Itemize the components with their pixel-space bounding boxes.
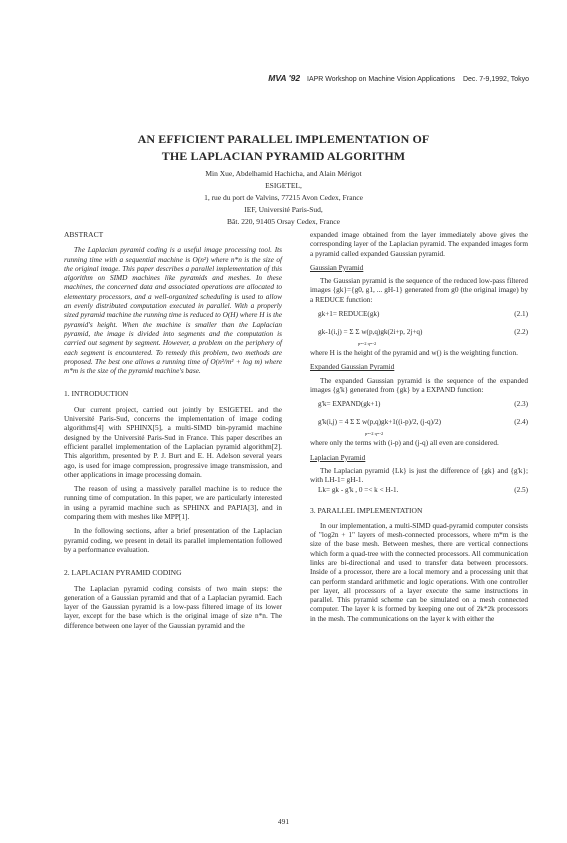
venue-label: MVA '92 (268, 73, 301, 83)
equation-2-3 (310, 398, 528, 412)
equation-number: (2.3) (514, 400, 528, 409)
equation-2-5 (310, 484, 528, 498)
abstract-text: The Laplacian pyramid coding is a useful image processing tool. Its running time with a sequential machine is O(n²) where n*n is the size of the original image. This paper describes a parallel implementation of this algorithm on SIMD machines like pyramids and meshes. In these machines, the concerned data and associated operations are allocated to elementary processors, and a well-organized scheduling is used to allow an evenly distributed computation executed in parallel. With a properly sized pyramid machine the running time is reduced to O(H) where H is the pyramid's height. When the machine is smaller than the Laplacian pyramid, the image is divided into segments and the computation is carried out segment by segment. However, a problem on the periphery of each segment is encountered. To remedy this problem, two methods are proposed. The best one allows a running time of O(n²/m² + log m) where m*m is the size of the pyramid machine's base. (64, 245, 282, 376)
equation-text: gk+1= REDUCE(gk) (318, 310, 380, 319)
expanded-subheading: Expanded Gaussian Pyramid (310, 362, 395, 372)
affiliation-line: IEF, Université Paris-Sud, (244, 205, 323, 214)
equation-number: (2.2) (514, 328, 528, 337)
affiliation-line: Bât. 220, 91405 Orsay Cedex, France (227, 217, 340, 226)
body-paragraph: The Gaussian pyramid is the sequence of the reduced low-pass filtered images {gk}={g0, g1, ... gH-1} generated from g0 (the original image) by a REDUCE function: (310, 276, 528, 304)
intro-paragraph: The reason of using a massively parallel machine is to reduce the running time of computation. In this paper, we are particularly interested in using a pyramid machine such as SPHINX and PAPIA[3], and in comparing them with meshes like MPP[1]. (64, 484, 282, 522)
body-paragraph: where only the terms with (i-p) and (j-q) all even are considered. (310, 438, 499, 448)
body-paragraph: where H is the height of the pyramid and w() is the weighting function. (310, 348, 518, 358)
equation-2-2 (310, 322, 528, 347)
intro-paragraph: Our current project, carried out jointly by ESIGETEL and the Université Paris-Sud, concerns the implementation of image coding algorithms[4] with SPHINX[5], a multi-SIMD bin-pyramid machine designed by the Université Paris-Sud in France. This paper describes an efficient parallel implementation of the Laplacian pyramid algorithm[2]. This algorithm, presented by P. J. Burt and E. H. Adelson several years ago, is used for image compression, progressive image transmission, and other applications in image processing domain. (64, 404, 282, 479)
equation-text: g'k(i,j) = 4 Σ Σ w(p,q)gk+1((i-p)/2, (j-q)/2) (318, 418, 441, 427)
affiliation-line: 1, rue du port de Valvins, 77215 Avon Cedex, France (204, 193, 363, 202)
body-paragraph: The expanded Gaussian pyramid is the sequence of the expanded images {g'k} generated from {gk} by a EXPAND function: (310, 375, 528, 394)
date-label: Dec. 7-9,1992, Tokyo (462, 76, 529, 83)
equation-text: g'k= EXPAND(gk+1) (318, 400, 381, 409)
equation-number: (2.5) (514, 486, 528, 495)
paper-title-line2: THE LAPLACIAN PYRAMID ALGORITHM (161, 149, 406, 163)
right-column (310, 230, 528, 623)
paper-title-line1: AN EFFICIENT PARALLEL IMPLEMENTATION OF (137, 132, 430, 146)
intro-paragraph: In the following sections, after a brief presentation of the Laplacian pyramid coding, we present in detail its parallel implementation followed by a performance evaluation. (64, 526, 282, 554)
affiliation-line: ESIGETEL, (265, 181, 302, 190)
summation-limits: p=-2 q=-2 (365, 431, 384, 437)
workshop-label: IAPR Workshop on Machine Vision Applications (307, 76, 456, 83)
equation-2-4 (310, 412, 528, 437)
left-column (64, 230, 282, 630)
intro-heading: 1. INTRODUCTION (64, 389, 129, 399)
body-paragraph: The Laplacian pyramid {Lk} is just the difference of {gk} and {g'k}; with LH-1= gH-1. (310, 465, 528, 485)
equation-number: (2.4) (514, 418, 528, 427)
equation-2-1 (310, 308, 528, 322)
implementation-heading: 3. PARALLEL IMPLEMENTATION (310, 506, 423, 516)
gaussian-subheading: Gaussian Pyramid (310, 262, 364, 272)
coding-paragraph: The Laplacian pyramid coding consists of two main steps: the generation of a Gaussian pyramid and that of a Laplacian pyramid. Each layer of the Gaussian pyramid is a low-pass filtered image of its lower layer, except for the base which is the original image of size n*n. The difference between one layer of the Gaussian pyramid and the (64, 583, 282, 630)
body-paragraph: In our implementation, a multi-SIMD quad-pyramid computer consists of "log2n + 1" layers of mesh-connected processors, where m*m is the size of the base mesh. Between meshes, there are vertical connections which form a quad-tree with the connected processors. All communication links are bi-directional and used to transfer data between processors. Inside of a processor, there are a local memory and a processing unit that can perform standard arithmetic and logic operations. With one controller per layer, all processors of a layer execute the same instructions in parallel. This pyramid scheme can be simulated on a mesh connected computer. The layer k is formed by keeping one out of 2k*2k processors in the mesh. The communications on the layer k with either the (310, 520, 528, 623)
author-list: Min Xue, Abdelhamid Hachicha, and Alain Mérigot (205, 169, 362, 178)
equation-text: gk-1(i,j) = Σ Σ w(p,q)gk(2i+p, 2j+q) (318, 328, 423, 337)
equation-text: Lk= gk - g'k , 0 =< k < H-1. (318, 486, 399, 495)
page-number: 491 (277, 817, 290, 826)
laplacian-subheading: Laplacian Pyramid (310, 452, 366, 462)
running-header (208, 73, 529, 83)
summation-limits: p=-2 q=-2 (358, 341, 377, 347)
equation-number: (2.1) (514, 310, 528, 319)
body-paragraph: expanded image obtained from the layer immediately above gives the corresponding layer of the Laplacian pyramid. The expanded images form a pyramid called expanded Gaussian pyramid. (310, 230, 528, 258)
abstract-heading: ABSTRACT (64, 230, 104, 239)
coding-heading: 2. LAPLACIAN PYRAMID CODING (64, 568, 182, 578)
